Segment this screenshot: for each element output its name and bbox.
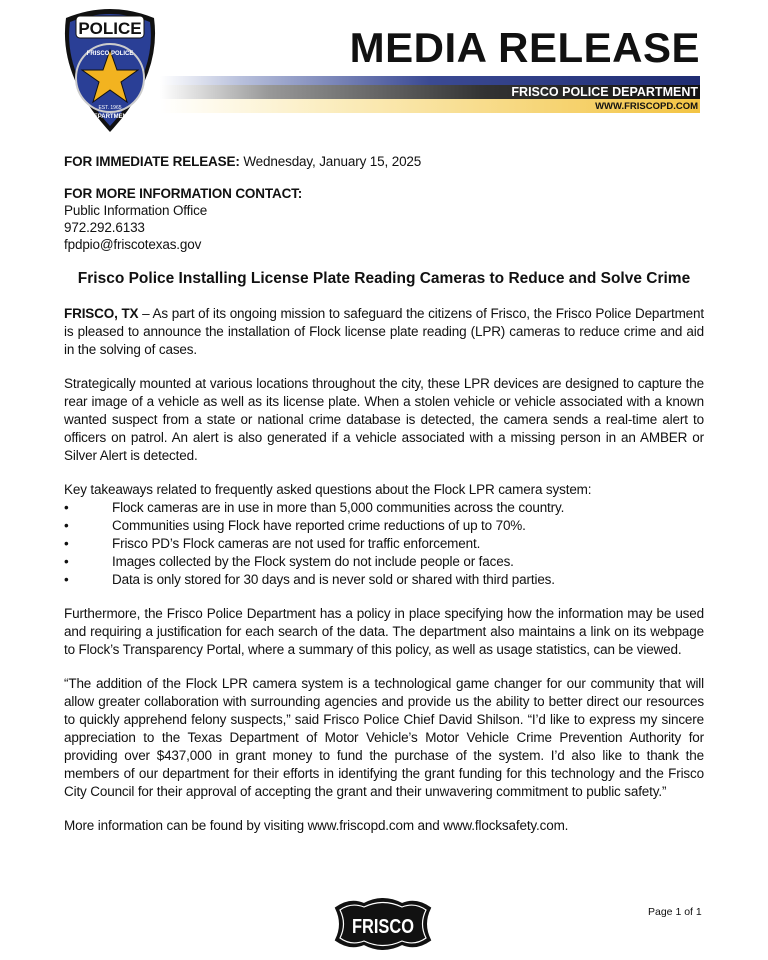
svg-text:FRISCO POLICE: FRISCO POLICE xyxy=(86,51,134,57)
contact-label: FOR MORE INFORMATION CONTACT: xyxy=(64,186,303,201)
paragraph-1 xyxy=(64,305,704,359)
svg-text:EST. 1965: EST. 1965 xyxy=(98,105,122,111)
bullet: • xyxy=(64,536,69,551)
list-item-text: Images collected by the Flock system do not include people or faces. xyxy=(112,554,514,569)
release-label: FOR IMMEDIATE RELEASE: xyxy=(64,154,240,169)
svg-text:FRISCO: FRISCO xyxy=(352,916,414,938)
svg-text:POLICE: POLICE xyxy=(78,19,142,38)
takeaways-intro: Key takeaways related to frequently asked questions about the Flock LPR camera system: xyxy=(64,482,592,497)
bullet: • xyxy=(64,572,69,587)
paragraph-2: Strategically mounted at various locations throughout the city, these LPR devices are designed to capture the rear image of a vehicle as well as its license plate. When a stolen vehicle or vehicle associated with a known wanted suspect from a state or national crime database is detected, the camera sends a real-time alert to officers on patrol. An alert is also generated if a vehicle associated with a missing person in an AMBER or Silver Alert is detected. xyxy=(64,376,704,463)
svg-text:DEPARTMENT: DEPARTMENT xyxy=(89,114,131,120)
paragraph-4: Furthermore, the Frisco Police Department has a policy in place specifying how the information may be used and requiring a justification for each search of the data. The department also maintains a link on its webpage to Flock’s Transparency Portal, where a summary of this policy, as well as usage statistics, can be viewed. xyxy=(64,606,704,657)
list-item-text: Data is only stored for 30 days and is never sold or shared with third parties. xyxy=(112,572,555,587)
release-body xyxy=(64,153,704,835)
list-item-text: Flock cameras are in use in more than 5,000 communities across the country. xyxy=(112,500,565,515)
paragraph-more-info: More information can be found by visiting www.friscopd.com and www.flocksafety.com. xyxy=(64,818,569,833)
police-badge-logo xyxy=(58,6,162,134)
frisco-city-logo xyxy=(330,896,436,952)
page-number: Page 1 of 1 xyxy=(648,906,702,918)
list-item-text: Frisco PD’s Flock cameras are not used for traffic enforcement. xyxy=(112,536,481,551)
release-line xyxy=(64,153,704,171)
header-bar-blue xyxy=(160,76,700,85)
list-item xyxy=(64,553,704,571)
bullet: • xyxy=(64,518,69,533)
media-release-title: MEDIA RELEASE xyxy=(349,24,700,71)
bullet: • xyxy=(64,554,69,569)
paragraph-quote: “The addition of the Flock LPR camera system is a technological game changer for our community that will allow greater collaboration with surrounding agencies and provide us the ability to better direct our resources to quickly apprehend felony suspects,” said Frisco Police Chief David Shilson. “I’d like to express my sincere appreciation to the Texas Department of Motor Vehicle’s Motor Vehicle Crime Prevention Authority for providing over $437,000 in grant money to fund the purchase of the system. I’d also like to thank the members of our department for their efforts in identifying the grant funding for this technology and the Frisco City Council for their approval of accepting the grant and their unwavering commitment to public safety.” xyxy=(64,676,704,799)
list-item xyxy=(64,571,704,589)
contact-phone: 972.292.6133 xyxy=(64,220,145,235)
bullet: • xyxy=(64,500,69,515)
list-item-text: Communities using Flock have reported crime reductions of up to 70%. xyxy=(112,518,526,533)
takeaways-section xyxy=(64,481,704,589)
department-name: FRISCO POLICE DEPARTMENT xyxy=(511,85,698,99)
department-website: WWW.FRISCOPD.COM xyxy=(595,101,698,112)
takeaways-list xyxy=(64,499,704,589)
contact-office: Public Information Office xyxy=(64,203,208,218)
list-item xyxy=(64,499,704,517)
dateline: FRISCO, TX xyxy=(64,306,139,321)
headline: Frisco Police Installing License Plate Reading Cameras to Reduce and Solve Crime xyxy=(77,270,691,287)
paragraph-1-text: – As part of its ongoing mission to safeguard the citizens of Frisco, the Frisco Police Department is pleased to announce the installation of Flock license plate reading (LPR) cameras to reduce crime and aid in the solving of cases. xyxy=(64,306,704,357)
list-item xyxy=(64,517,704,535)
contact-block xyxy=(64,185,704,253)
contact-email: fpdpio@friscotexas.gov xyxy=(64,237,202,252)
release-date: Wednesday, January 15, 2025 xyxy=(243,154,422,169)
list-item xyxy=(64,535,704,553)
